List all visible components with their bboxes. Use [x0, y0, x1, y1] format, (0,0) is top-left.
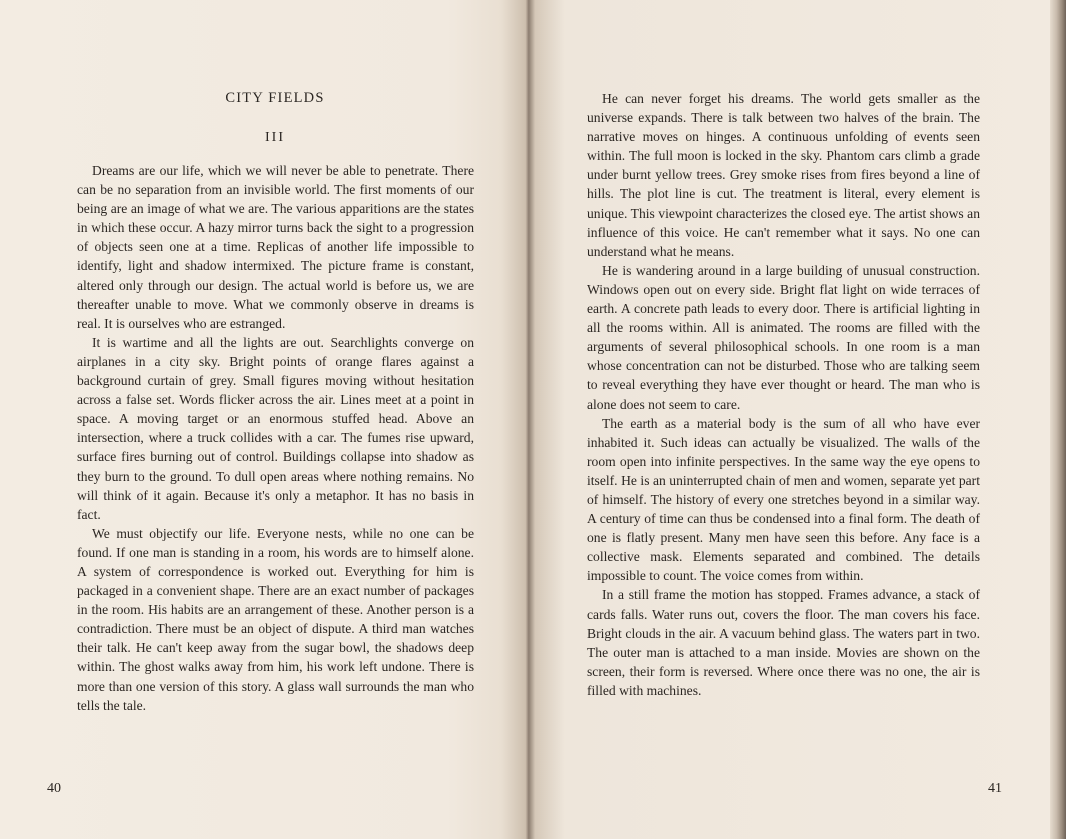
page-edge	[1050, 0, 1066, 839]
paragraph: The earth as a material body is the sum of all who have ever inhabited it. Such ideas can actually be visualized. The walls of the room open into infinite perspectives. In the same way the eye opens to itself. He is an uninterrupted chain of men and women, separate yet part of himself. The history of every one stretches beyond in a similar way. A century of time can thus be condensed into a final form. The death of one is flatly present. Many men have seen this before. Any face is a collective mask. Elements separated and combined. The details impossible to count. The voice comes from within.	[587, 415, 980, 584]
paragraph: He is wandering around in a large building of unusual construction. Windows open out on every side. Bright flat light on wide terraces of earth. A concrete path leads to every door. There is artificial lighting in all the rooms within. All is animated. The rooms are filled with the arguments of several philosophical schools. In one room is a man whose concentration can not be disturbed. Those who are talking seem to reveal everything they have ever thought or heard. The man who is alone does not seem to care.	[587, 262, 980, 412]
paragraph: Dreams are our life, which we will never be able to penetrate. There can be no separation from an invisible world. The first moments of our being are an image of what we are. The various apparitions are the states in which these occur. A hazy mirror turns back the sight to a progression of objects seen one at a time. Replicas of another life impossible to identify, light and shadow intermixed. The picture frame is constant, altered only through our design. The actual world is before us, we are thereafter unable to move. What we commonly observe in dreams is real. It is ourselves who are estranged.	[77, 163, 474, 331]
paragraph: He can never forget his dreams. The world gets smaller as the universe expands. There is talk between two halves of the brain. The narrative moves on hinges. A continuous unfolding of events seen within. The full moon is locked in the sky. Phantom cars climb a grade under burnt yellow trees. Grey smoke rises from fires beyond a line of hills. The plot line is cut. The treatment is literal, every element is unique. This viewpoint characterizes the closed eye. The artist shows an influence of this voice. He can't remember what it says. No one can understand what he means.	[587, 91, 980, 259]
section-numeral: III	[265, 130, 285, 145]
page-number-left: 40	[47, 781, 61, 796]
page-number-right: 41	[988, 781, 1002, 796]
left-page-text	[77, 161, 474, 715]
right-page-text	[587, 89, 980, 700]
paragraph: We must objectify our life. Everyone nests, while no one can be found. If one man is standing in a room, his words are to himself alone. A system of correspondence is worked out. Everything for him is packaged in a convenient shape. There are an exact number of packages in the room. His habits are an arrangement of these. Another person is a contradiction. There must be an object of dispute. A third man watches their talk. He can't keep away from the sugar bowl, the shadows deep within. The ghost walks away from him, his work left undone. There is more than one version of this story. A glass wall surrounds the man who tells the tale.	[77, 525, 474, 713]
paragraph: It is wartime and all the lights are out. Searchlights converge on airplanes in a city sky. Bright points of orange flares against a background curtain of grey. Small figures moving without hesitation across a false set. Words flicker across the air. Lines meet at a point in space. A moving target or an enormous stuffed head. Above an intersection, where a truck collides with a car. The fumes rise upward, surface fires burning out of control. Buildings collapse into shadow as they burn to the ground. To dull open areas where nothing remains. No will think of it again. Because it's only a metaphor. It has no basis in fact.	[77, 334, 474, 522]
running-title: CITY FIELDS	[225, 90, 325, 106]
paragraph: In a still frame the motion has stopped. Frames advance, a stack of cards falls. Water runs out, covers the floor. The man covers his face. Bright clouds in the air. A vacuum behind glass. The waters part in two. The outer man is attached to a man inside. Movies are shown on the screen, their form is reversed. Where once there was no one, the air is filled with machines.	[587, 587, 980, 698]
left-page	[0, 0, 530, 839]
